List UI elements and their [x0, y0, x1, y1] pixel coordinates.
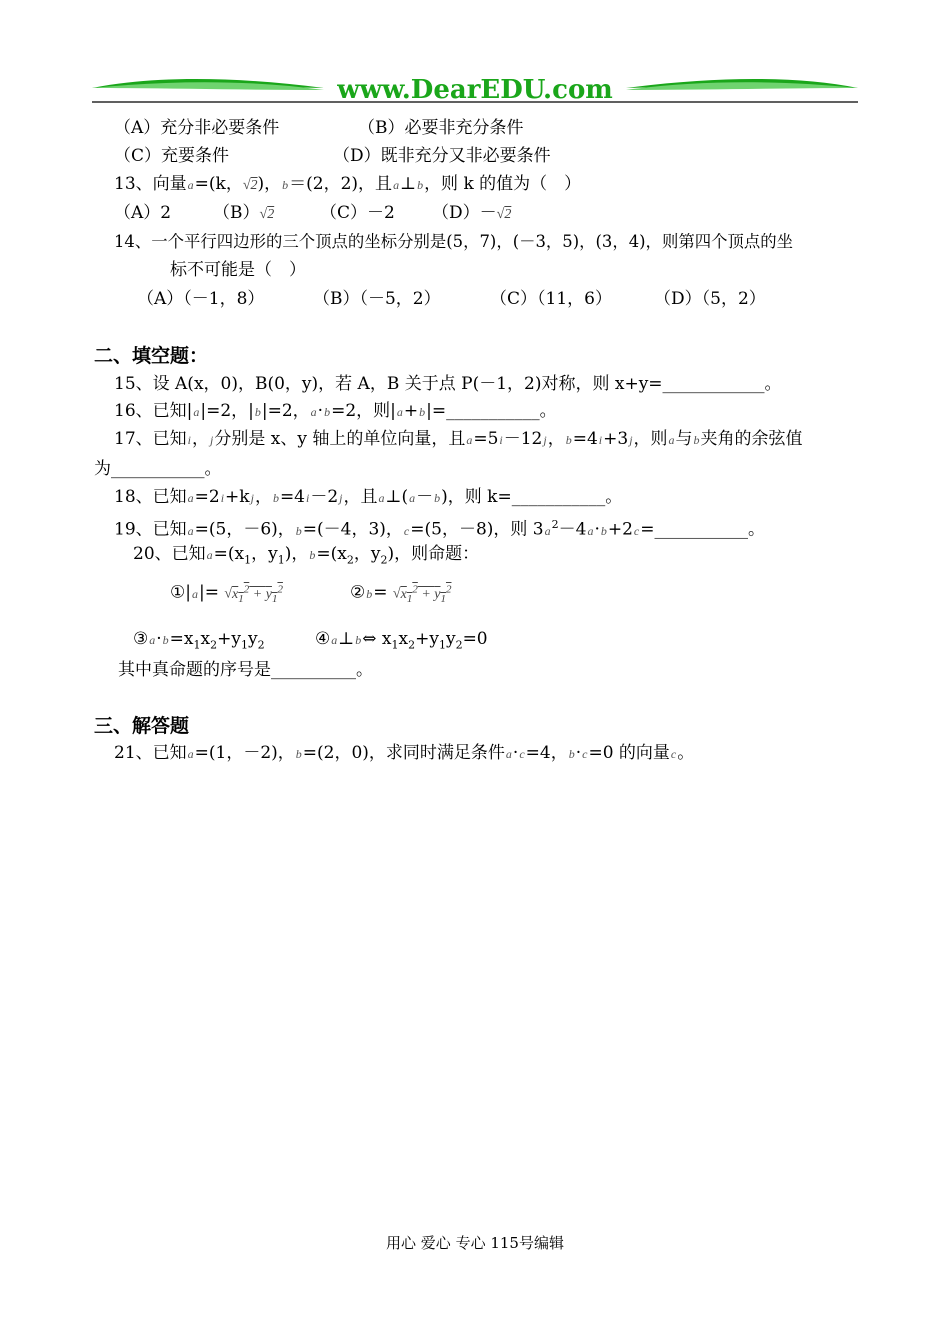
q20-item-3: $③a\cdot b=x_1x_2+y_1y_2$: [133, 629, 265, 652]
q15-question: 15、设 A(x，0)，B(0，y)，若 A，B 关于点 P(－1，2)对称，则 x+y=____________。: [114, 374, 782, 394]
q21-question: 21、已知a=(1，－2)，b=(2，0)，求同时满足条件a·c=4，b·c=0 的向量c。: [114, 743, 695, 763]
q17-question: 17、已知i，j分别是 x、y 轴上的单位向量，且a=5i－12j，b=4i+3j，则a与b夹角的余弦值: [114, 429, 803, 449]
q14-option-c: （C）（11，6）: [490, 289, 612, 309]
section-solve-title: 三、解答题: [94, 715, 190, 737]
q14-option-d: （D）（5，2）: [654, 289, 766, 309]
page-footer: 用心 爱心 专心 115号编辑: [386, 1234, 564, 1252]
q20-question: 20、已知$a=(x_1$，$y_1$)，$b=(x_2$，$y_2$)，则命题：: [133, 544, 480, 567]
q13-option-b: （B）√2: [213, 203, 275, 223]
q13-option-c: （C）－2: [320, 203, 395, 223]
q14-option-b: （B）（－5，2）: [313, 289, 441, 309]
dearedu-logo: [92, 74, 858, 104]
q13-option-d: （D）－√2: [432, 203, 512, 223]
q16-question: 16、已知|a|=2，|b|=2，a·b=2，则|a+b|=___________。: [114, 401, 557, 421]
q14-question-line2: 标不可能是（ ）: [170, 260, 306, 280]
section-fill-in-title: 二、填空题：: [94, 345, 209, 367]
q19-question: 19、已知a=(5，－6)，b=(－4，3)，c=(5，－8)，则 $3a^2-4a\cdot b+2c=\_\_\_\_\_\_\_\_\_\_\_$。: [114, 518, 765, 540]
q20-item-2: ②b= $√x_1^2 + y_1^2$: [350, 582, 452, 605]
q20-item-4: ④a⊥b⇔ $x_1x_2+y_1y_2=0$: [315, 629, 488, 652]
q12-option-d: （D）既非充分又非必要条件: [333, 146, 551, 166]
q12-option-a: （A）充分非必要条件: [114, 118, 280, 138]
q13-option-a: （A）2: [114, 203, 172, 223]
q12-option-c: （C）充要条件: [114, 146, 230, 166]
q18-question: 18、已知a=2i+kj，b=4i－2j，且a⊥(a－b)，则 k=___________。: [114, 487, 623, 507]
q14-option-a: （A）（－1，8）: [137, 289, 265, 309]
q20-item-1: ①|a|= $√x_1^2 + y_1^2$: [170, 582, 283, 605]
q17-question-line2: 为___________。: [94, 459, 222, 479]
logo-text: www.DearEDU.com: [337, 75, 613, 104]
q12-option-b: （B）必要非充分条件: [358, 118, 524, 138]
sqrt-expression: $√x_1^2 + y_1^2$: [392, 583, 452, 605]
q20-answer-line: 其中真命题的序号是__________。: [118, 660, 373, 680]
q14-question-line1: 14、一个平行四边形的三个顶点的坐标分别是(5，7)，(－3，5)，(3，4)，则第四个顶点的坐: [114, 232, 794, 251]
q13-question: 13、向量a=(k，√2)，b＝(2，2)，且a⊥b，则 k 的值为（ ）: [114, 174, 582, 194]
sqrt-expression: $√x_1^2 + y_1^2$: [224, 583, 283, 605]
